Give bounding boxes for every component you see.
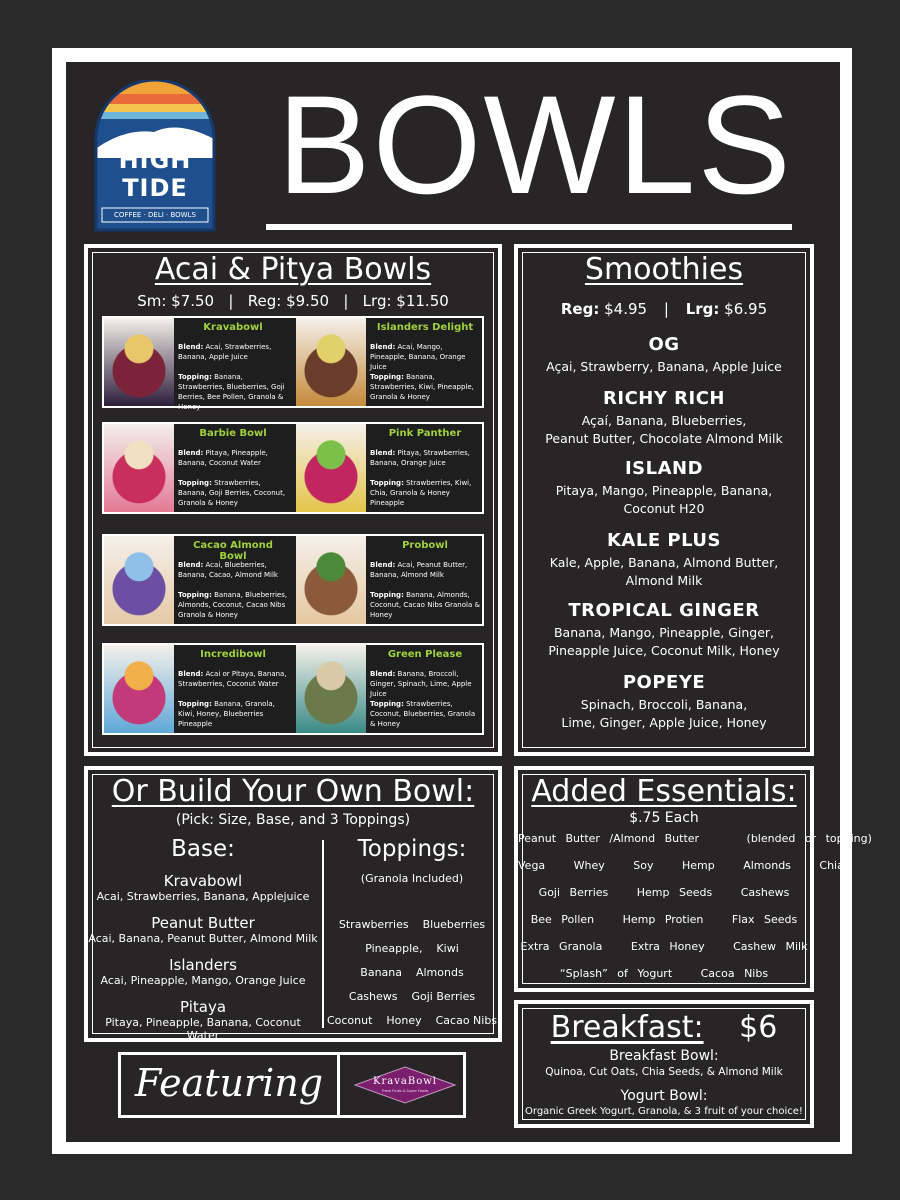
- bowl-card-row: [102, 316, 484, 411]
- left-bowl-name: Kravabowl: [203, 322, 263, 333]
- build-section: [84, 766, 502, 1042]
- lrg-price: $6.95: [724, 300, 768, 318]
- bowl-card-row: [102, 534, 484, 626]
- smoothie-name: KALE PLUS: [606, 530, 721, 551]
- topping-row: Strawberries Blueberries: [338, 918, 486, 931]
- topping-row: Pineapple, Kiwi: [365, 942, 459, 955]
- bowl-card-row: [102, 422, 484, 514]
- smoothie-name: TROPICAL GINGER: [568, 600, 760, 621]
- base-name: Peanut Butter: [151, 914, 255, 932]
- left-bowl-topping: Topping: Strawberries, Banana, Goji Berries, Coconut, Granola & Honey: [178, 479, 286, 507]
- right-bowl-name: Pink Panther: [388, 428, 462, 439]
- base-name: Islanders: [169, 956, 237, 974]
- essential-row: Bee Pollen Hemp Protien Flax Seeds: [530, 913, 798, 926]
- essentials-section: [514, 766, 872, 992]
- high-tide-logo: [94, 80, 216, 232]
- right-bowl-photo: [296, 645, 366, 733]
- smoothie-ingredients: Kale, Apple, Banana, Almond Butter,: [549, 555, 779, 570]
- toppings-note: (Granola Included): [360, 872, 464, 885]
- left-bowl-photo: [104, 424, 174, 512]
- base-ingredients: Pitaya, Pineapple, Banana, Coconut Water: [105, 1016, 301, 1042]
- right-bowl-blend: Blend: Pitaya, Strawberries, Banana, Orange Juice: [370, 449, 471, 467]
- right-bowl-name: Green Please: [387, 649, 463, 660]
- smoothie-ingredients: Peanut Butter, Chocolate Almond Milk: [545, 431, 783, 446]
- kravabowl-logo: [353, 1065, 457, 1105]
- smoothie-ingredients: Lime, Ginger, Apple Juice, Honey: [561, 715, 767, 730]
- smoothies-section: [514, 244, 814, 756]
- smoothie-prices: [518, 300, 810, 318]
- breakfast-price: $6: [739, 1010, 778, 1045]
- left-bowl-name: Cacao Almond Bowl: [193, 540, 273, 562]
- smoothie-ingredients: Açai, Strawberry, Banana, Apple Juice: [546, 359, 782, 374]
- breakfast-bowl-name: Breakfast Bowl:: [609, 1048, 719, 1064]
- essential-row: Peanut Butter /Almond Butter (blended or topping): [518, 832, 872, 845]
- left-bowl-topping: Topping: Banana, Granola, Kiwi, Honey, Blueberries Pineapple: [178, 700, 275, 728]
- left-bowl-topping: Topping: Banana, Blueberries, Almonds, Coconut, Cacao Nibs Granola & Honey: [178, 591, 288, 619]
- breakfast-heading: Breakfast:: [550, 1010, 704, 1045]
- right-bowl-topping: Topping: Strawberries, Coconut, Blueberries, Granola & Honey: [370, 700, 476, 728]
- left-bowl-photo: [104, 645, 174, 733]
- left-bowl-blend: Blend: Acai or Pitaya, Banana, Strawberries, Coconut Water: [178, 670, 287, 688]
- right-bowl-topping: Topping: Banana, Almonds, Coconut, Cacao Nibs Granola & Honey: [370, 591, 480, 619]
- featuring-divider: [337, 1055, 340, 1115]
- right-bowl-blend: Blend: Acai, Peanut Butter, Banana, Almond Milk: [370, 561, 468, 579]
- breakfast-section: [514, 1000, 814, 1128]
- right-bowl-name: Probowl: [402, 540, 448, 551]
- smoothie-name: RICHY RICH: [603, 388, 725, 409]
- left-bowl-name: Incredibowl: [200, 649, 266, 660]
- base-ingredients: Acai, Strawberries, Banana, Applejuice: [96, 890, 310, 903]
- essentials-heading: Added Essentials:: [531, 774, 797, 809]
- lrg-label: Lrg:: [685, 300, 720, 318]
- bowl-card-row: [102, 643, 484, 735]
- right-bowl-name: Islanders Delight: [376, 322, 474, 333]
- smoothie-ingredients: Banana, Mango, Pineapple, Ginger,: [553, 625, 775, 640]
- smoothie-name: ISLAND: [624, 458, 704, 479]
- featuring-banner: [118, 1052, 466, 1118]
- build-divider: [322, 840, 324, 1028]
- smoothie-ingredients: Coconut H20: [623, 501, 705, 516]
- essentials-price: $.75 Each: [629, 810, 699, 826]
- topping-row: Banana Almonds: [360, 966, 464, 979]
- smoothie-ingredients: Almond Milk: [625, 573, 703, 588]
- smoothie-ingredients: Pineapple Juice, Coconut Milk, Honey: [548, 643, 780, 658]
- base-name: Pitaya: [179, 998, 227, 1016]
- yogurt-bowl-desc: Organic Greek Yogurt, Granola, & 3 fruit of your choice!: [525, 1106, 803, 1117]
- base-ingredients: Acai, Pineapple, Mango, Orange Juice: [100, 974, 306, 987]
- topping-row: Coconut Honey Cacao Nibs: [326, 1014, 498, 1027]
- breakfast-bowl-desc: Quinoa, Cut Oats, Chia Seeds, & Almond Milk: [545, 1066, 783, 1078]
- kravabowl-brand-sub: Fresh Fruits & Super Foods: [381, 1089, 429, 1093]
- left-bowl-photo: [104, 536, 174, 624]
- logo-tagline: COFFEE · DELI · BOWLS: [114, 211, 196, 219]
- left-bowl-name: Barbie Bowl: [199, 428, 267, 439]
- essential-row: Vega Whey Soy Hemp Almonds Chia: [518, 859, 844, 872]
- acai-heading: Acai & Pitya Bowls: [154, 252, 432, 287]
- smoothie-ingredients: Pitaya, Mango, Pineapple, Banana,: [555, 483, 773, 498]
- reg-price: $4.95: [604, 300, 648, 318]
- right-bowl-topping: Topping: Strawberries, Kiwi, Chia, Granola & Honey Pineapple: [370, 479, 472, 507]
- toppings-heading: Toppings:: [357, 836, 467, 862]
- right-bowl-photo: [296, 536, 366, 624]
- right-bowl-topping: Topping: Banana, Strawberries, Kiwi, Pineapple, Granola & Honey: [370, 373, 474, 401]
- left-bowl-blend: Blend: Pitaya, Pineapple, Banana, Coconut Water: [178, 449, 268, 467]
- kravabowl-brand: KravaBowl: [373, 1076, 437, 1087]
- acai-prices: Sm: $7.50 | Reg: $9.50 | Lrg: $11.50: [137, 292, 449, 310]
- smoothie-ingredients: Açaí, Banana, Blueberries,: [581, 413, 747, 428]
- smoothie-name: OG: [648, 334, 680, 355]
- right-bowl-blend: Blend: Acai, Mango, Pineapple, Banana, Orange Juice: [370, 343, 466, 371]
- reg-label: Reg:: [560, 300, 600, 318]
- logo-text-high: HIGH: [118, 146, 192, 174]
- essential-row: Goji Berries Hemp Seeds Cashews: [538, 886, 790, 899]
- topping-row: Cashews Goji Berries: [348, 990, 476, 1003]
- base-heading: Base:: [171, 836, 235, 862]
- essential-row: “Splash” of Yogurt Cacoa Nibs: [559, 967, 769, 980]
- yogurt-bowl-name: Yogurt Bowl:: [620, 1088, 708, 1104]
- build-heading: Or Build Your Own Bowl:: [111, 774, 475, 809]
- smoothie-name: POPEYE: [622, 672, 706, 693]
- essential-row: Extra Granola Extra Honey Cashew Milk: [520, 940, 808, 953]
- left-bowl-blend: Blend: Acai, Strawberries, Banana, Apple Juice: [178, 343, 272, 361]
- right-bowl-photo: [296, 318, 366, 406]
- breakfast-title-row: [518, 1010, 810, 1045]
- base-ingredients: Acai, Banana, Peanut Butter, Almond Milk: [88, 932, 318, 945]
- price-separator: |: [663, 300, 669, 318]
- right-bowl-photo: [296, 424, 366, 512]
- left-bowl-photo: [104, 318, 174, 406]
- featuring-label: Featuring: [134, 1061, 324, 1105]
- base-name: Kravabowl: [163, 872, 243, 890]
- build-sub: (Pick: Size, Base, and 3 Toppings): [175, 812, 411, 828]
- title-underline: [266, 224, 792, 230]
- right-bowl-blend: Blend: Banana, Broccoli, Ginger, Spinach, Lime, Apple Juice: [370, 670, 472, 698]
- left-bowl-topping: Topping: Banana, Strawberries, Blueberries, Goji Berries, Bee Pollen, Granola & Honey: [178, 373, 285, 411]
- left-bowl-blend: Blend: Acai, Blueberries, Banana, Cacao, Almond Milk: [178, 561, 278, 579]
- page-title: BOWLS: [277, 66, 793, 223]
- smoothies-heading: Smoothies: [584, 252, 744, 287]
- logo-text-tide: TIDE: [122, 174, 188, 202]
- smoothie-ingredients: Spinach, Broccoli, Banana,: [580, 697, 748, 712]
